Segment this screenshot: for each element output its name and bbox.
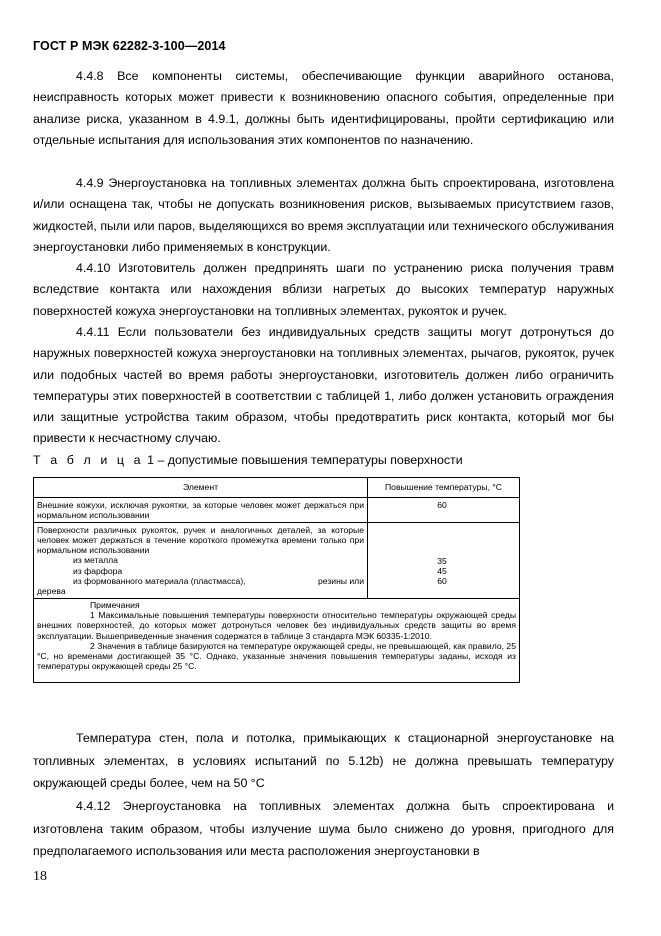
temperature-table <box>33 477 520 683</box>
row2-sub-porcelain: из фарфора <box>73 565 123 576</box>
row2-sub-metal: из металла <box>73 555 118 566</box>
table-header-row <box>34 478 520 498</box>
note-1: 1 Максимальные повышения температуры поверхности относительно температуры окружающей среды внешних поверхностей, до которых может дотронуться человек без индивидуальных средств защиты во время эксплуатации. Вышеприведенные значения содержатся в таблице 3 стандарта МЭК 60335-1:2010. <box>37 609 516 641</box>
row2-element-text: Поверхности различных рукояток, ручек и аналогичных деталей, за которые человек может держаться в течение короткого промежутка времени только при нормальном использовании <box>37 524 364 556</box>
row2-values <box>368 522 520 598</box>
paragraph-wall-temperature: Температура стен, пола и потолка, примыкающих к стационарной энергоустановке на топливных элементах, в условиях испытаний по 5.12b) не должна превышать температуру окружающей среды более, чем на 50 °С <box>33 731 614 790</box>
table-caption-text: 1 – допустимые повышения температуры поверхности <box>147 453 463 467</box>
table-row <box>34 498 520 523</box>
note-2: 2 Значения в таблице базируются на температуре окружающей среды, не превышающей, как правило, 25 °С, но временами достигающей 35 °С. Однако, указанные значения повышения температуры заданы, исходя из температуры окружающей среды 25 °С. <box>37 640 516 672</box>
table-notes-row <box>34 598 520 682</box>
notes-title: Примечания <box>90 599 140 610</box>
row2-sub-wood: дерева <box>37 586 66 597</box>
table-caption-label: Т а б л и ц а <box>33 453 144 467</box>
paragraph-4-4-11: 4.4.11 Если пользователи без индивидуальных средств защиты могут дотронуться до наружных поверхностей кожуха энергоустановки на топливных элементах, рычагов, рукояток, ручек или подобных частей во время работы энергоустановки, изготовитель должен либо ограничить температуры этих поверхностей в соответствии с таблицей 1, либо должен установить ограждения или защитные устройства таким образом, чтобы предотвратить риск контакта, который мог бы привести к несчастному случаю. <box>33 325 614 446</box>
document-header: ГОСТ Р МЭК 62282-3-100—2014 <box>33 39 226 53</box>
paragraph-4-4-10: 4.4.10 Изготовитель должен предпринять шаги по устранению риска получения травм вследствие контакта или нахождения вблизи нагретых до высоких температур наружных поверхностей кожуха энергоустановки на топливных элементах, рукояток и ручек. <box>33 261 614 318</box>
row2-value-porcelain: 45 <box>437 565 447 576</box>
paragraph-4-4-12: 4.4.12 Энергоустановка на топливных элементах должна быть спроектирована и изготовлена таким образом, чтобы излучение шума было снижено до уровня, пригодного для предполагаемого использования или места расположения энергоустановки в <box>33 799 614 858</box>
table-caption <box>33 453 463 467</box>
paragraph-4-4-8: 4.4.8 Все компоненты системы, обеспечивающие функции аварийного останова, неисправность которых может привести к возникновению опасного события, определенные при анализе риска, указанном в 4.9.1, должны быть идентифицированы, пройти сертификацию или отдельные испытания для использования этих компонентов по назначению. <box>33 69 614 147</box>
row1-value: 60 <box>368 498 520 523</box>
row2-sub-plastic <box>37 576 364 586</box>
page-number: 18 <box>33 869 47 884</box>
table-row <box>34 522 520 598</box>
column-header-element: Элемент <box>34 478 368 498</box>
table-notes <box>34 598 520 682</box>
row2-value-plastic: 60 <box>437 576 447 587</box>
row2-value-metal: 35 <box>437 555 447 566</box>
column-header-temperature: Повышение температуры, °С <box>368 478 520 498</box>
paragraph-4-4-9: 4.4.9 Энергоустановка на топливных элементах должна быть спроектирована, изготовлена и/или оснащена так, чтобы не допускать возникновения рисков, вызываемых присутствием газов, жидкостей, пыли или паров, выделяющихся во время эксплуатации или технического обслуживания энергоустановки либо применяемых в конструкции. <box>33 176 614 254</box>
row1-element: Внешние кожухи, исключая рукоятки, за которые человек может держаться при нормальном использовании <box>34 498 368 523</box>
row2-sub-plastic-b: резины или <box>317 576 364 587</box>
row2-sub-plastic-a: из формованного материала (пластмасса), <box>73 576 246 587</box>
row2-element <box>34 522 368 598</box>
